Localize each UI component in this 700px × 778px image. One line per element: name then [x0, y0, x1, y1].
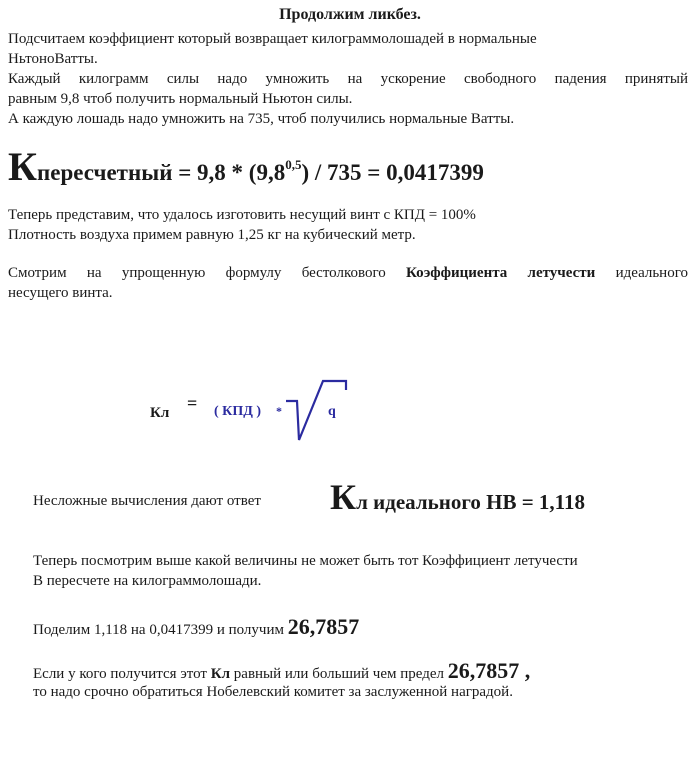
k-subscript: пересчетный: [37, 160, 173, 185]
intro-line-1: Подсчитаем коэффициент который возвращает килограммолошадей в нормальные: [8, 31, 537, 47]
radicand-q: q: [328, 404, 336, 419]
sqrt-icon: [284, 378, 354, 446]
formula-intro-line-2: несущего винта.: [8, 285, 113, 301]
result-value: [330, 476, 585, 518]
k-letter: К: [330, 477, 357, 517]
formula-intro-line-1: [8, 263, 688, 283]
formula-intro-text-after: идеального: [595, 265, 688, 281]
kl-equals: =: [187, 393, 198, 413]
multiply-sign: *: [276, 404, 282, 418]
division-text: Поделим 1,118 на 0,0417399 и получим: [33, 622, 288, 638]
kl-lhs: Кл: [150, 405, 170, 421]
division-line: [33, 614, 360, 640]
division-value: 26,7857: [287, 614, 360, 639]
conclusion-line-2: то надо срочно обратиться Нобелевский комитет за заслуженной наградой.: [33, 684, 513, 700]
limit-value: 26,7857: [447, 658, 520, 683]
formula-intro-text: Смотрим на упрощенную формулу бестолкового: [8, 265, 407, 281]
assumption-line-2: Плотность воздуха примем равную 1,25 кг на кубический метр.: [8, 227, 416, 243]
comma: ,: [519, 658, 531, 683]
expr-part-1: = 9,8 * (9,8: [172, 160, 286, 185]
intro-line-2: НьтоноВатты.: [8, 51, 98, 67]
recalc-formula: [8, 143, 484, 190]
limit-line-1: Теперь посмотрим выше какой величины не может быть тот Коэффициент летучести: [33, 553, 578, 569]
bold-kl: Кл: [210, 666, 231, 682]
assumption-line-1: Теперь представим, что удалось изготовить несущий винт с КПД = 100%: [8, 207, 476, 223]
intro-line-4: равным 9,8 чтоб получить нормальный Ньютон силы.: [8, 91, 353, 107]
conclusion-line-1: [33, 658, 531, 684]
conclusion-text: Если у кого получится этот: [33, 666, 211, 682]
kpd-term: ( КПД ): [214, 404, 261, 419]
result-label: Несложные вычисления дают ответ: [33, 493, 261, 509]
conclusion-text-mid: равный или больший чем предел: [230, 666, 448, 682]
document-title: Продолжим ликбез.: [279, 6, 421, 23]
limit-line-2: В пересчете на килограммолошади.: [33, 573, 262, 589]
result-value-text: л идеального НВ = 1,118: [356, 490, 586, 514]
k-letter: К: [8, 144, 38, 189]
intro-line-3: Каждый килограмм силы надо умножить на ускорение свободного падения принятый: [8, 71, 688, 87]
expr-part-2: ) / 735 = 0,0417399: [301, 160, 484, 185]
intro-line-5: А каждую лошадь надо умножить на 735, чтоб получились нормальные Ватты.: [8, 111, 515, 127]
bold-term: Коэффициента летучести: [406, 265, 596, 281]
exponent: 0,5: [285, 157, 302, 172]
